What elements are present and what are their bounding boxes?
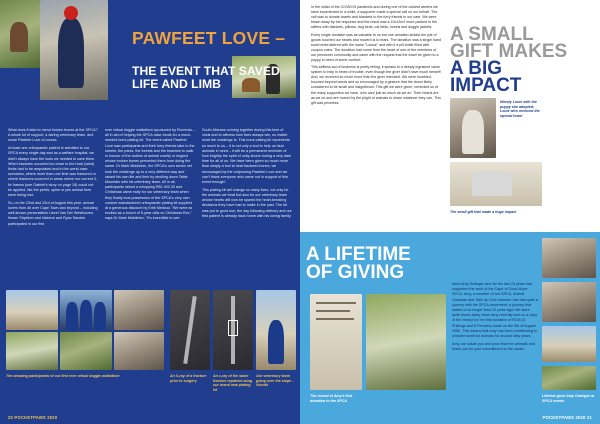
paragraph: This plating kit will change so many lives, not only for the animals we treat but also for our veterinary team whose hearts will now be spared the heart-breaking decisions they have had to make in the past. The kit was put to good use, the day following delivery and our first patient is already back home with his loving family. <box>202 187 292 218</box>
photo-participants-4 <box>6 332 58 370</box>
lifetime-title <box>306 246 446 281</box>
gift-title-line: GIFT MAKES <box>450 41 568 62</box>
text-column-2 <box>105 128 195 224</box>
lifetime-text-column <box>452 282 538 354</box>
photo-xray-before <box>170 290 210 370</box>
photo-amy-event-3 <box>542 366 596 390</box>
photo-participants-1 <box>6 290 58 330</box>
paragraph: Meet Amy Grainger who for the last 20 years has supported the work of the Cape of Good Hope SPCA. Amy, a member of our SPCA, Animal Guardian and Tails Up Club member has had quite a journey with the SPCA movement; a journey that started a lot longer than 20 years ago! We were quite blown away when Amy recently sent us a copy of the receipt for her first donation of R100 (5 Shillings and 6 Pennies) made on the 5th of August 1960. This means that Amy has been contributing to a kinder world for animals for around sixty years. <box>452 282 538 339</box>
text-column-3 <box>202 128 292 222</box>
page-folio: 20 POCKETPAWS 2020 <box>8 415 58 420</box>
caption-xray-after: An x-ray of the same fracture repaired using our brand new plating kit <box>213 374 253 392</box>
paragraph: South Africans coming together during this time of crisis and to witness how lives always win, no matter what the challenge is. This bone plating kit represents so much to us – it is not only a tool to help us heal animals in need – it will be a permanent reminder of how brightly the spirit of unity shone during a very dark time for all of us. We have been given so much more than simply a tool to heal fractured bones, we encouraged by the outpouring Pawfeet Love and we can't thank everyone who came out in support of this event enough! <box>202 128 292 185</box>
caption-vet-team: Our veterinary team going over the slope – #fundit <box>256 374 295 388</box>
article-subtitle: THE EVENT THAT SAVED LIFE AND LIMB <box>132 64 280 91</box>
gift-title-line: IMPACT <box>450 75 522 96</box>
photo-participants-2 <box>60 290 112 330</box>
paragraph: Amy, we salute you and your heart for animals and thank you for your commitment to the cause. <box>452 341 535 351</box>
paragraph: ever virtual doggie walkathon sponsored by Rorvenia – all in aid of helping the SPCA raise funds for a much-needed bone plating kit. The event called Pawfeet Love saw participants and their furry friends take to the streets, the parks, the forests and the beaches to walk in honour of the victims of animal cruelty or neglect whose broken bones prevented them from doing the same. Dr Mark Middleton, the SPCA's own senior vet took the challenge up to a very different way and raised his own life and limb by strolling down Table Mountain with his veterinary team. All in all, participants raised a whopping R82 492.30 and Christmas came early for our veterinary team when they finally took possession of the SPCA's very own custom manufactured orthopaedic plating kit supplied at a generous discount by Erith Medical. "We were as excited as a bunch of 5-year-olds on Christmas Eve," says Dr Mark Middleton, "It's incredible to see <box>105 128 195 221</box>
lifetime-panel <box>300 232 600 424</box>
photo-dog-on-grass <box>0 0 40 68</box>
caption-participants: The amazing participants of our first ever virtual doggie walkathon <box>6 374 120 378</box>
paragraph: Every single donation was as valuable to us but one donation amidst the pile of goods touched our hearts and moved us to tears. The donation was a single hand towel embroidered with the name "Louise" and with it a pill bottle filled with coupon coins. The donation had come from the heart of one of the members of our pensioner community and came with the request that the towel be given to a puppy in need of some comfort. <box>311 32 441 62</box>
gift-title-line: A SMALL <box>450 24 534 45</box>
paragraph: So, on the 22nd and 23rd of August this year, animal lovers from all over Cape Town and beyond – including well-known personalities Liezel Van Der Westhuizen, Iheam Shyblom and Valeece and Ryan Sandes participated in our first <box>8 200 98 226</box>
right-page <box>300 0 600 424</box>
lifetime-title-line: OF GIVING <box>306 261 405 283</box>
paragraph: What does it take to mend broken bones at the SPCA? A whole lot of support, a daring veterinary team, and some Pawfeet Love of course. <box>8 128 98 143</box>
page-folio: POCKETPAWS 2020 21 <box>542 415 592 420</box>
photo-amy-event-2 <box>542 326 596 362</box>
photo-vet-on-mountain <box>40 0 108 100</box>
paragraph: In the midst of the COVID19 pandemic and during one of the coldest winters we have experienced in a while, a supporter made a special call on our behalf. The call was to donate towels and blankets to the furry friends in our care. We were blown away by the response and the result was a 10x12m2 more packed to the rafters with blankets, pillows, dog beds, cat beds, towels and doggie jackets. <box>311 5 438 30</box>
caption-receipt: The record of Amy's first donation to the SPCA <box>310 394 353 403</box>
paragraph: This selfless act of kindness is pretty telling, it speaks to a deeply ingrained value system to help in times of trouble, even though the giver didn't have much herself! And, we received so much more than the giver intended. We were humbled, touched beyond words and so encouraged by a gesture that the donor likely considered to be small and insignificant. This gift we were given, reminded us of the many supporters we have, who care just as much as we do. Their hearts are as we do and are moved by the plight of animals to share whatever they can. This gift was priceless. <box>311 65 441 105</box>
photo-amy-event-1 <box>542 282 596 322</box>
photo-xray-after <box>213 290 253 370</box>
lifetime-title-line: A LIFETIME <box>306 244 411 265</box>
caption-wendy: Wendy Louie with the puppy she adopted; Louie who received the special towel <box>500 100 540 118</box>
gift-title <box>450 26 596 94</box>
caption-xray-before: An X-ray of a fracture prior to surgery <box>170 374 207 383</box>
gift-title-line: A BIG <box>450 58 503 79</box>
text-column-1 <box>8 128 98 229</box>
photo-towel-gift <box>450 162 542 206</box>
photo-participants-5 <box>60 332 112 370</box>
gift-text-column <box>311 5 441 108</box>
paragraph: At least one orthopaedic patient is admitted to our SPCA every single day and as a welfare hospital, we didn't always have the tools we needed to save them. When fractures occurred too close to the hock (wrist) limbs had to be amputated and in the worst-case scenarios, where more than one limb was fractured or where fractures occurred in areas where our current X-fix frames (see Gabriel's story on page 15) could not be applied, like the pelvis, spine or jaw animal lives were being lost. <box>8 146 98 198</box>
photo-amy-portrait <box>542 238 596 278</box>
photo-participants-6 <box>114 332 164 370</box>
photo-amy-dog <box>366 294 446 390</box>
photo-donation-receipt <box>310 294 362 390</box>
caption-amy: Lifetime giver Amy Grainger at SPCA events <box>542 394 595 403</box>
photo-wendy-with-puppy <box>450 98 496 158</box>
photo-participants-3 <box>114 290 164 330</box>
caption-towel: The small gift that made a huge impact <box>450 210 517 214</box>
photo-vet-team-slope <box>256 290 296 370</box>
article-title: PAWFEET LOVE – <box>132 28 286 48</box>
